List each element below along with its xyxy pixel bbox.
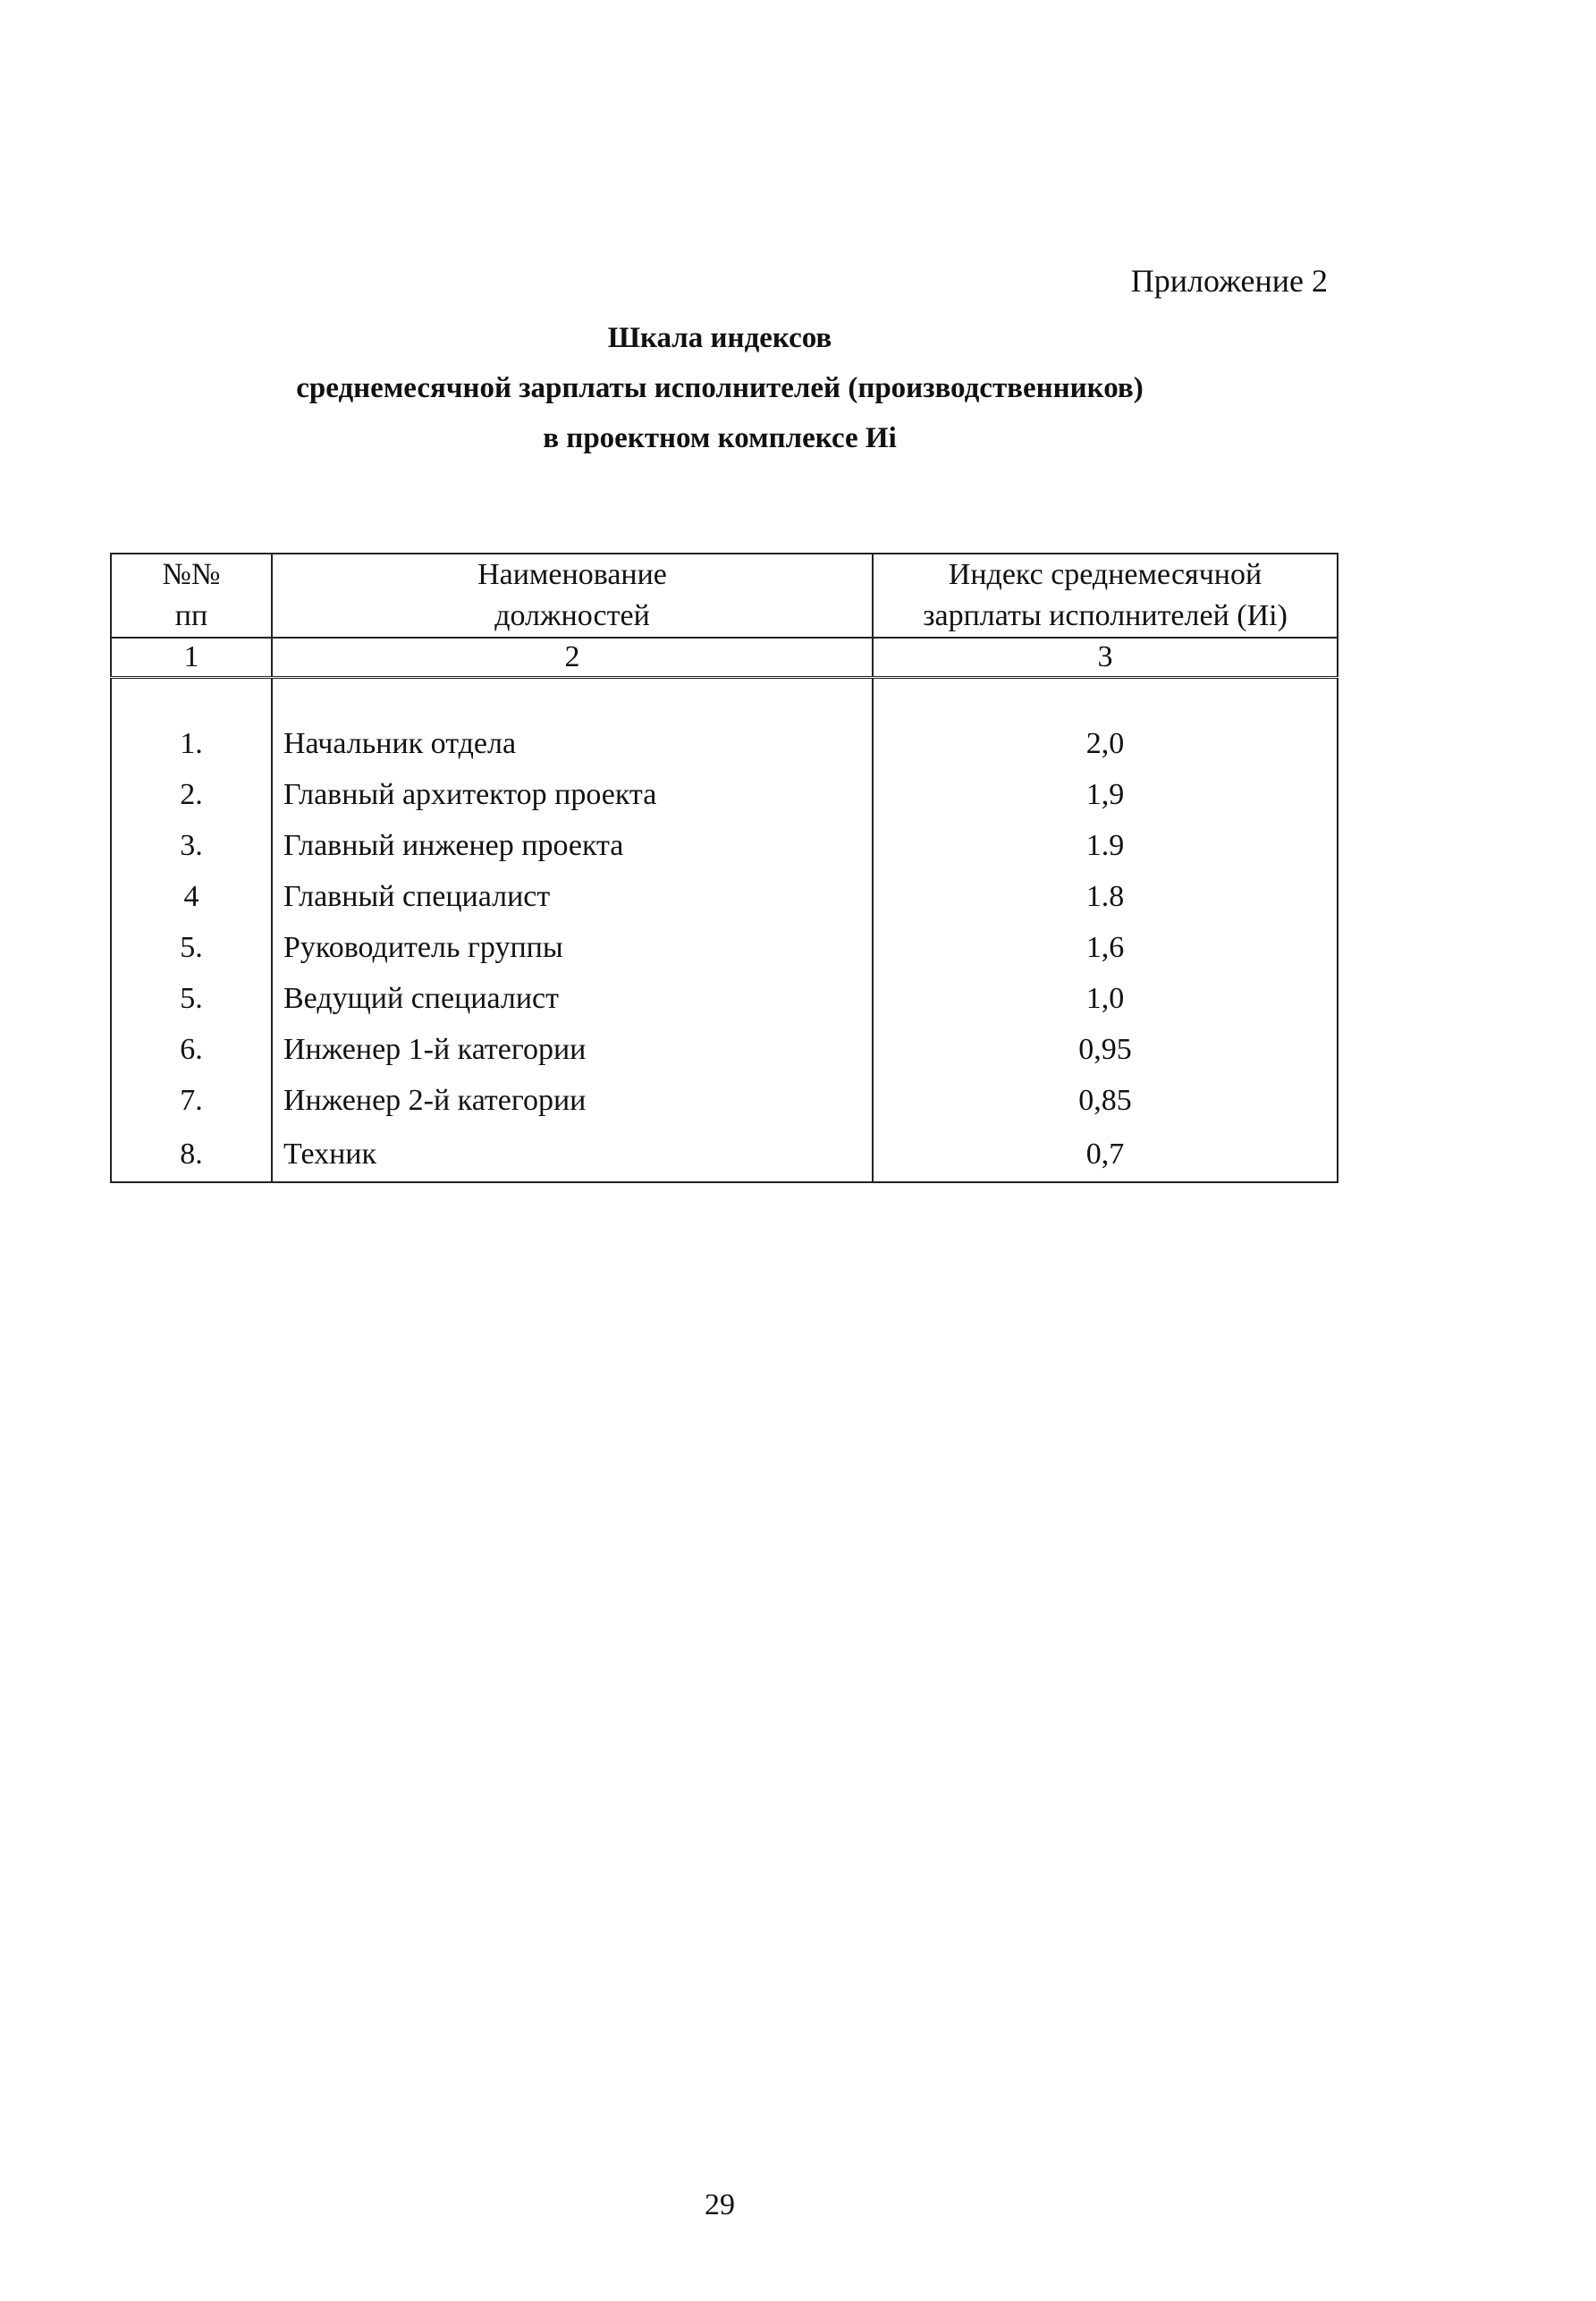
title-line-1: Шкала индексов	[607, 322, 832, 354]
row-number: 4	[111, 871, 272, 922]
position-name: Главный специалист	[272, 871, 873, 922]
row-number: 8.	[111, 1126, 272, 1182]
salary-index: 1.8	[873, 871, 1338, 922]
row-number: 2.	[111, 769, 272, 820]
table-row	[111, 718, 1338, 769]
position-name: Ведущий специалист	[272, 973, 873, 1024]
position-name: Начальник отдела	[272, 718, 873, 769]
table-row	[111, 922, 1338, 973]
appendix-label: Приложение 2	[1130, 263, 1328, 299]
salary-index-table	[110, 553, 1338, 1183]
salary-index: 1,0	[873, 973, 1338, 1024]
table-row	[111, 1075, 1338, 1126]
table-row	[111, 1024, 1338, 1075]
header-cell-position: Наименование должностей	[272, 554, 873, 638]
column-number: 3	[873, 638, 1338, 678]
salary-index: 1,6	[873, 922, 1338, 973]
title-line-2: среднемесячной зарплаты исполнителей (производственников)	[296, 372, 1144, 404]
page-number: 29	[705, 2188, 735, 2221]
table-spacer-row	[111, 678, 1338, 719]
row-number: 3.	[111, 820, 272, 871]
table-row	[111, 871, 1338, 922]
table-row	[111, 769, 1338, 820]
row-number: 5.	[111, 973, 272, 1024]
salary-index: 0,7	[873, 1126, 1338, 1182]
salary-index: 2,0	[873, 718, 1338, 769]
table-row	[111, 1126, 1338, 1182]
salary-index: 0,95	[873, 1024, 1338, 1075]
row-number: 7.	[111, 1075, 272, 1126]
position-name: Главный инженер проекта	[272, 820, 873, 871]
salary-index: 1.9	[873, 820, 1338, 871]
position-name: Главный архитектор проекта	[272, 769, 873, 820]
row-number: 5.	[111, 922, 272, 973]
header-cell-index: Индекс среднемесячной зарплаты исполнителей (Иi)	[873, 554, 1338, 638]
column-number: 1	[111, 638, 272, 678]
table-row	[111, 973, 1338, 1024]
row-number: 1.	[111, 718, 272, 769]
position-name: Техник	[272, 1126, 873, 1182]
column-number: 2	[272, 638, 873, 678]
row-number: 6.	[111, 1024, 272, 1075]
salary-index: 0,85	[873, 1075, 1338, 1126]
position-name: Инженер 2-й категории	[272, 1075, 873, 1126]
salary-index: 1,9	[873, 769, 1338, 820]
title-line-3: в проектном комплексе Иi	[543, 422, 897, 454]
table-row	[111, 820, 1338, 871]
header-cell-number: №№ пп	[111, 554, 272, 638]
column-number-row	[111, 638, 1338, 678]
document-title	[0, 313, 1440, 463]
position-name: Инженер 1-й категории	[272, 1024, 873, 1075]
table-header-row	[111, 554, 1338, 638]
position-name: Руководитель группы	[272, 922, 873, 973]
